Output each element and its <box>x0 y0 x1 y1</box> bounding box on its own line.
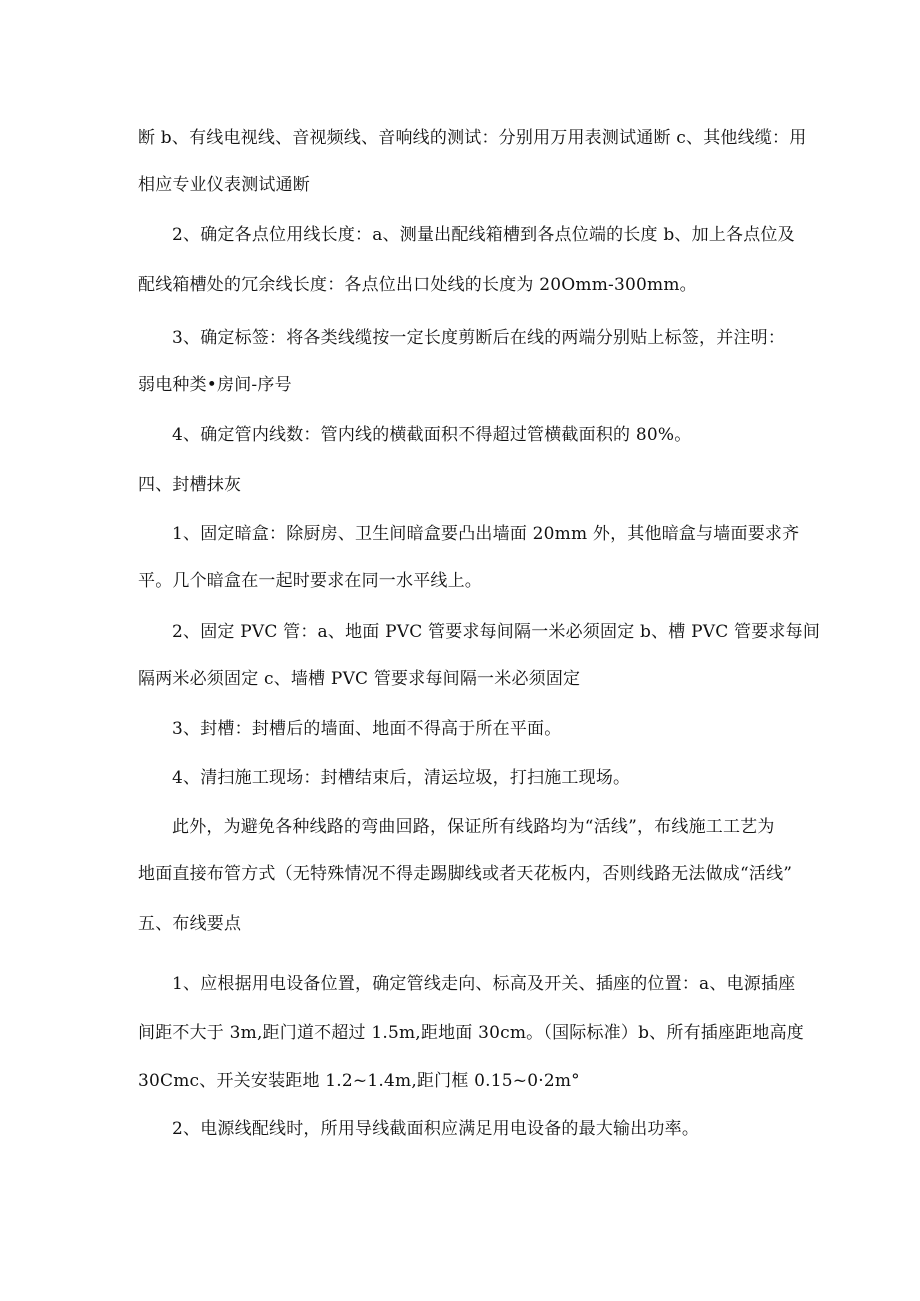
paragraph-fix-pvc-line1: 2、固定 PVC 管：a、地面 PVC 管要求每间隔一米必须固定 b、槽 PVC 管要求每间 <box>172 622 821 642</box>
paragraph-clean-site: 4、清扫施工现场：封槽结束后，清运垃圾，打扫施工现场。 <box>172 768 631 788</box>
text-line-continuation: 断 b、有线电视线、音视频线、音响线的测试：分别用万用表测试通断 c、其他线缆：用 <box>138 128 807 148</box>
paragraph-item-3-line2: 弱电种类•房间-序号 <box>138 375 292 395</box>
paragraph-wiring-line2: 间距不大于 3m,距门道不超过 1.5m,距地面 30cm。（国际标准）b、所有插座距地高度 <box>138 1023 804 1043</box>
paragraph-item-3-line1: 3、确定标签：将各类线缆按一定长度剪断后在线的两端分别贴上标签，并注明： <box>172 328 786 348</box>
paragraph-item-2-line1: 2、确定各点位用线长度：a、测量出配线箱槽到各点位端的长度 b、加上各点位及 <box>172 225 795 245</box>
paragraph-item-4: 4、确定管内线数：管内线的横截面积不得超过管横截面积的 80%。 <box>172 425 692 445</box>
paragraph-power-line: 2、电源线配线时，所用导线截面积应满足用电设备的最大输出功率。 <box>172 1119 700 1139</box>
section-heading-4: 四、封槽抹灰 <box>138 475 242 495</box>
paragraph-fix-box-line2: 平。几个暗盒在一起时要求在同一水平线上。 <box>138 571 482 591</box>
paragraph-item-2-line2: 配线箱槽处的冗余线长度：各点位出口处线的长度为 20Omm-300mm。 <box>138 275 697 295</box>
paragraph-seal-groove: 3、封槽：封槽后的墙面、地面不得高于所在平面。 <box>172 719 562 739</box>
text-line: 相应专业仪表测试通断 <box>138 175 310 195</box>
paragraph-wiring-line3: 30Cmc、开关安装距地 1.2~1.4m,距门框 0.15~0·2m° <box>138 1071 580 1091</box>
paragraph-additional-line1: 此外，为避免各种线路的弯曲回路，保证所有线路均为“活线”，布线施工工艺为 <box>172 817 775 837</box>
paragraph-wiring-line1: 1、应根据用电设备位置，确定管线走向、标高及开关、插座的位置：a、电源插座 <box>172 974 796 994</box>
section-heading-5: 五、布线要点 <box>138 914 242 934</box>
paragraph-fix-box-line1: 1、固定暗盒：除厨房、卫生间暗盒要凸出墙面 20mm 外，其他暗盒与墙面要求齐 <box>172 524 800 544</box>
paragraph-fix-pvc-line2: 隔两米必须固定 c、墙槽 PVC 管要求每间隔一米必须固定 <box>138 669 581 689</box>
paragraph-additional-line2: 地面直接布管方式（无特殊情况不得走踢脚线或者天花板内，否则线路无法做成“活线” <box>138 864 793 884</box>
